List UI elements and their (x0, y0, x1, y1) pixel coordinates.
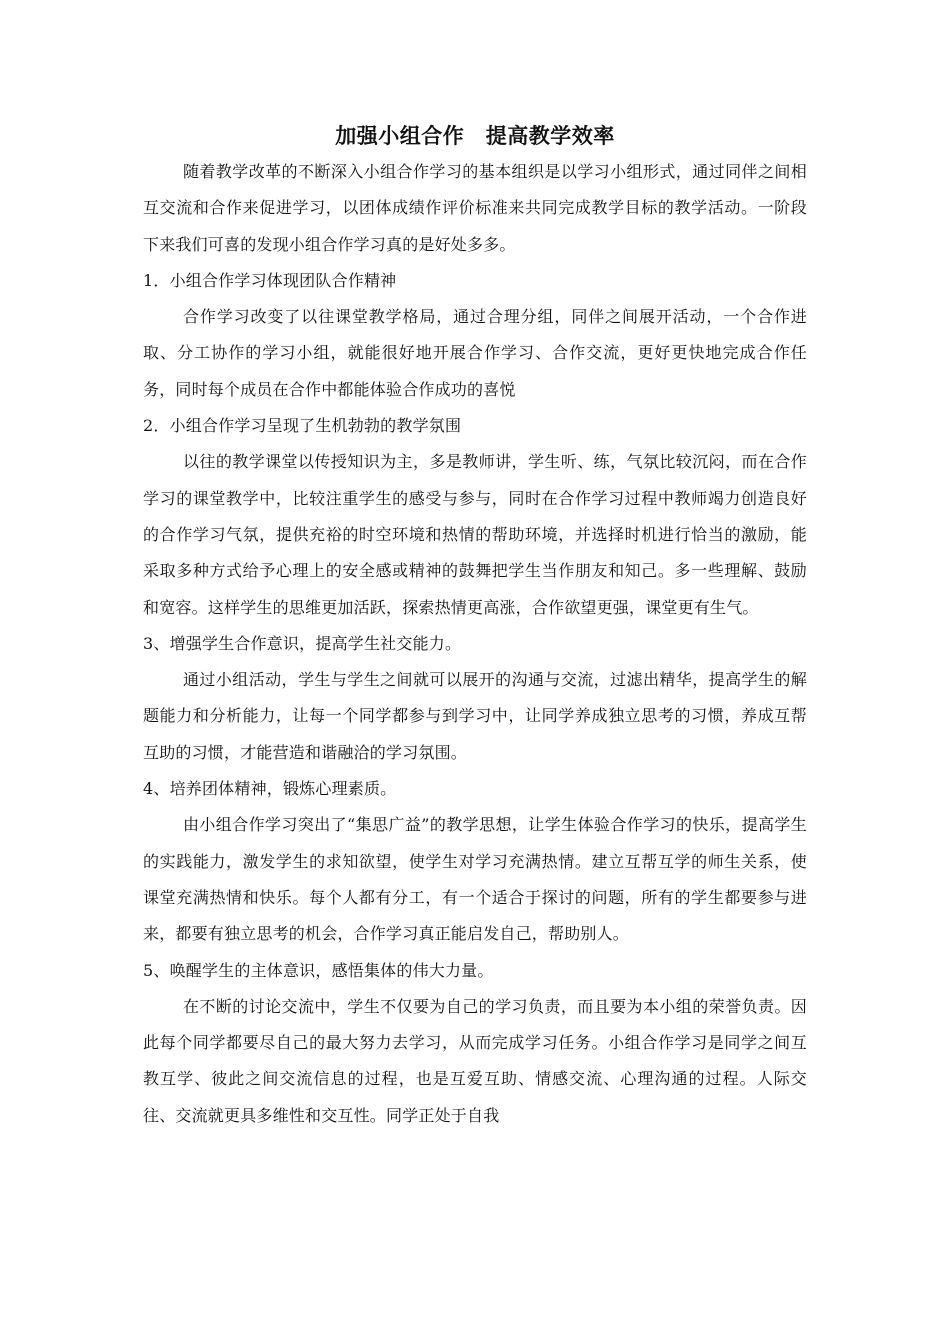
intro-paragraph: 随着教学改革的不断深入小组合作学习的基本组织是以学习小组形式，通过同伴之间相互交流和合作来促进学习，以团体成绩作评价标准来共同完成教学目标的教学活动。一阶段下来我们可喜的发现小组合作学习真的是好处多多。 (143, 162, 807, 254)
document-content (143, 118, 807, 1134)
section-1-body: 合作学习改变了以往课堂教学格局，通过合理分组，同伴之间展开活动，一个合作进取、分工协作的学习小组，就能很好地开展合作学习、合作交流，更好更快地完成合作任务，同时每个成员在合作中都能体验合作成功的喜悦 (143, 307, 807, 399)
section-4-heading: 4、培养团体精神，锻炼心理素质。 (143, 779, 397, 799)
section-5-body: 在不断的讨论交流中，学生不仅要为自己的学习负责，而且要为本小组的荣誉负责。因此每个同学都要尽自己的最大努力去学习，从而完成学习任务。小组合作学习是同学之间互教互学、彼此之间交流信息的过程，也是互爱互助、情感交流、心理沟通的过程。人际交往、交流就更具多维性和交互性。同学正处于自我 (143, 996, 807, 1125)
section-1-heading: 1．小组合作学习体现团队合作精神 (143, 270, 397, 290)
section-2-heading: 2．小组合作学习呈现了生机勃勃的教学氛围 (143, 416, 462, 436)
section-5-heading: 5、唤醒学生的主体意识，感悟集体的伟大力量。 (143, 960, 494, 980)
section-2-body: 以往的教学课堂以传授知识为主，多是教师讲，学生听、练，气氛比较沉闷，而在合作学习的课堂教学中，比较注重学生的感受与参与，同时在合作学习过程中教师竭力创造良好的合作学习气氛，提供充裕的时空环境和热情的帮助环境，并选择时机进行恰当的激励，能采取多种方式给予心理上的安全感或精神的鼓舞把学生当作朋友和知己。多一些理解、鼓励和宽容。这样学生的思维更加活跃，探索热情更高涨，合作欲望更强，课堂更有生气。 (143, 452, 807, 617)
section-3-heading: 3、增强学生合作意识，提高学生社交能力。 (143, 633, 462, 653)
section-3-body: 通过小组活动，学生与学生之间就可以展开的沟通与交流，过滤出精华，提高学生的解题能力和分析能力，让每一个同学都参与到学习中，让同学养成独立思考的习惯，养成互帮互助的习惯，才能营造和谐融洽的学习氛围。 (143, 670, 807, 762)
section-4-body: 由小组合作学习突出了“集思广益”的教学思想，让学生体验合作学习的快乐，提高学生的实践能力，激发学生的求知欲望，使学生对学习充满热情。建立互帮互学的师生关系，使课堂充满热情和快乐。每个人都有分工，有一个适合于探讨的问题，所有的学生都要参与进来，都要有独立思考的机会，合作学习真正能启发自己，帮助别人。 (143, 815, 807, 944)
document-title: 加强小组合作 提高教学效率 (335, 123, 615, 148)
